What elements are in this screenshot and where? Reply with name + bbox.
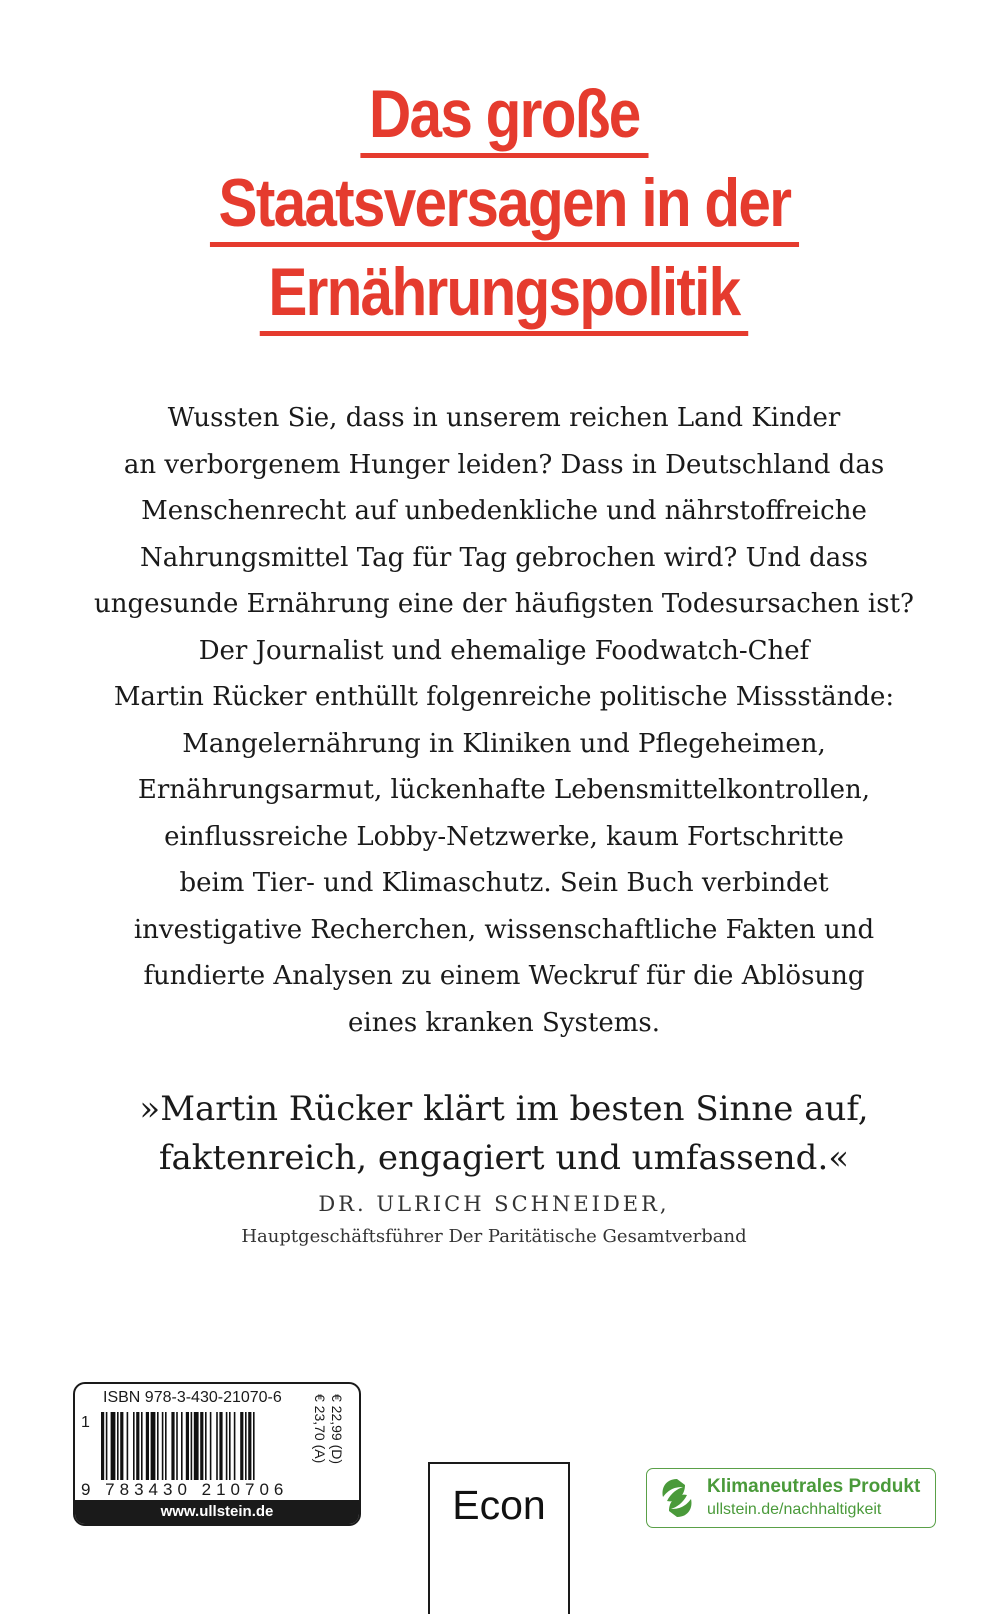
leaf-recycle-icon xyxy=(655,1475,699,1521)
price-block xyxy=(311,1392,355,1500)
isbn-number: ISBN 978-3-430-21070-6 xyxy=(103,1389,282,1406)
barcode-icon xyxy=(101,1412,313,1480)
blurb-line: Mangelernährung in Kliniken und Pflegeheimen, xyxy=(182,728,826,759)
headline xyxy=(0,70,1008,337)
blurb-line: eines kranken Systems. xyxy=(348,1007,660,1038)
badge-url: ullstein.de/nachhaltigkeit xyxy=(707,1501,882,1518)
barcode-digits: 9 783430 210706 xyxy=(81,1480,289,1499)
quote-line-2: faktenreich, engagiert und umfassend.« xyxy=(158,1138,850,1178)
publisher-url: www.ullstein.de xyxy=(75,1500,359,1524)
blurb-line: Martin Rücker enthüllt folgenreiche politische Missstände: xyxy=(113,682,895,712)
blurb-line: beim Tier- und Klimaschutz. Sein Buch verbindet xyxy=(179,868,829,898)
blurb-line: fundierte Analysen zu einem Weckruf für die Ablösung xyxy=(143,961,865,991)
blurb-line: investigative Recherchen, wissenschaftliche Fakten und xyxy=(133,914,875,945)
blurb-line: einflussreiche Lobby-Netzwerke, kaum Fortschritte xyxy=(164,821,844,852)
headline-line-2: Staatsversagen in der xyxy=(210,165,799,247)
climate-neutral-badge xyxy=(646,1468,936,1528)
blurb-line: an verborgenem Hunger leiden? Dass in Deutschland das xyxy=(123,449,885,480)
blurb-text xyxy=(60,395,948,1046)
headline-line-1: Das große xyxy=(360,76,648,158)
price-germany: € 22,99 (D) xyxy=(329,1394,345,1465)
quote-line-1: »Martin Rücker klärt im besten Sinne auf, xyxy=(139,1089,869,1129)
blurb-line: Wussten Sie, dass in unserem reichen Land Kinder xyxy=(167,403,841,433)
quote-author: DR. ULRICH SCHNEIDER, xyxy=(318,1192,670,1216)
quote-author-role: Hauptgeschäftsführer Der Paritätische Gesamtverband xyxy=(241,1226,747,1247)
badge-title: Klimaneutrales Produkt xyxy=(707,1476,921,1497)
review-quote xyxy=(0,1085,1008,1183)
blurb-line: Menschenrecht auf unbedenkliche und nährstoffreiche xyxy=(141,496,867,526)
headline-line-3: Ernährungspolitik xyxy=(260,254,748,336)
blurb-line: Ernährungsarmut, lückenhafte Lebensmittelkontrollen, xyxy=(137,775,871,805)
blurb-line: Nahrungsmittel Tag für Tag gebrochen wird? Und dass xyxy=(140,542,868,573)
isbn-barcode-box xyxy=(73,1382,361,1526)
blurb-line: Der Journalist und ehemalige Foodwatch-Chef xyxy=(198,635,810,666)
price-austria: € 23,70 (A) xyxy=(312,1394,328,1464)
publisher-logo: Econ xyxy=(428,1462,570,1614)
barcode-side-digit: 1 xyxy=(81,1414,90,1431)
blurb-line: ungesunde Ernährung eine der häufigsten Todesursachen ist? xyxy=(94,589,914,619)
